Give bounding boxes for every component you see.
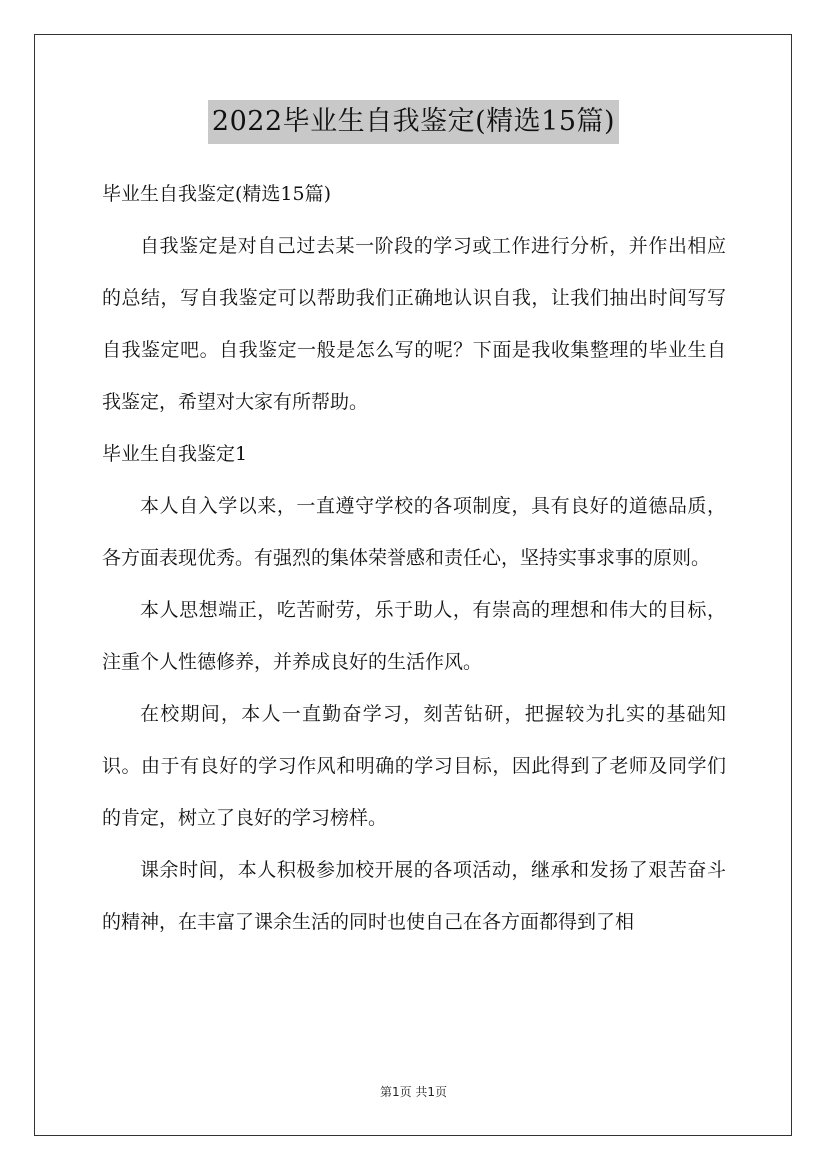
section-heading: 毕业生自我鉴定1 bbox=[102, 443, 248, 465]
page-number: 第1页 共1页 bbox=[379, 1085, 448, 1099]
document-title: 2022毕业生自我鉴定(精选15篇) bbox=[208, 100, 619, 144]
intro-paragraph: 自我鉴定是对自己过去某一阶段的学习或工作进行分析，并作出相应的总结，写自我鉴定可以帮助我们正确地认识自我，让我们抽出时间写写自我鉴定吧。自我鉴定一般是怎么写的呢？下面是我收集整理的毕业生自我鉴定，希望对大家有所帮助。 bbox=[102, 235, 726, 413]
body-paragraph: 本人自入学以来，一直遵守学校的各项制度，具有良好的道德品质，各方面表现优秀。有强烈的集体荣誉感和责任心，坚持实事求事的原则。 bbox=[102, 495, 726, 569]
document-subtitle: 毕业生自我鉴定(精选15篇) bbox=[102, 183, 332, 205]
body-paragraph: 本人思想端正，吃苦耐劳，乐于助人，有崇高的理想和伟大的目标，注重个人性德修养，并养成良好的生活作风。 bbox=[102, 599, 726, 673]
body-paragraph: 课余时间，本人积极参加校开展的各项活动，继承和发扬了艰苦奋斗的精神，在丰富了课余生活的同时也使自己在各方面都得到了相 bbox=[102, 859, 726, 933]
title-container bbox=[0, 100, 827, 144]
page-footer bbox=[0, 1083, 827, 1100]
document-body bbox=[102, 168, 726, 948]
body-paragraph: 在校期间，本人一直勤奋学习，刻苦钻研，把握较为扎实的基础知识。由于有良好的学习作风和明确的学习目标，因此得到了老师及同学们的肯定，树立了良好的学习榜样。 bbox=[102, 703, 726, 829]
